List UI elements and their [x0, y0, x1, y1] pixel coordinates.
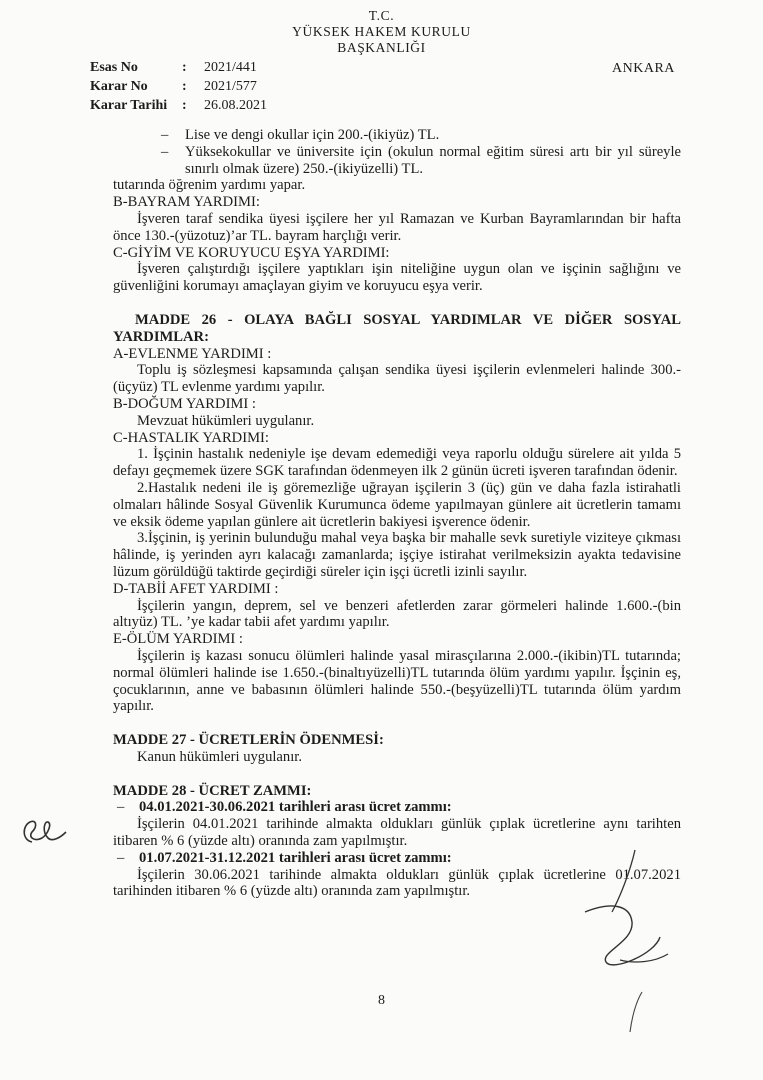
list-item [161, 144, 681, 178]
meta-value: 26.08.2021 [204, 98, 267, 113]
handwritten-initials [18, 812, 74, 848]
section-heading: D-TABİİ AFET YARDIMI : [113, 580, 279, 597]
paragraph: Mevzuat hükümleri uygulanır. [137, 412, 315, 429]
paragraph: İşçilerin yangın, deprem, sel ve benzeri afetlerden zarar görmeleri halinde 1.600.-(bin altıyüz) TL. ’ye kadar tabii afet yardımı yapılır. [113, 597, 681, 631]
place-label: ANKARA [612, 61, 675, 76]
header-tc: T.C. [368, 8, 395, 23]
article-heading: MADDE 28 - ÜCRET ZAMMI: [113, 782, 312, 799]
paragraph: tutarında öğrenim yardımı yapar. [113, 177, 306, 194]
subsection-heading-text: 01.07.2021-31.12.2021 tarihleri arası ücret zammı: [139, 849, 452, 866]
meta-value: 2021/441 [204, 60, 257, 75]
meta-row-esas [90, 58, 267, 77]
list-item-text: Yüksekokullar ve üniversite için (okulun normal eğitim süresi artı bir yıl süreyle sınırlı olmak üzere) 250.-(ikiyüzelli) TL. [185, 143, 681, 177]
paragraph: İşveren çalıştırdığı işçilere yaptıkları işin niteliğine uygun olan ve işçinin sağlığını ve güvenliğini korumayı amaçlayan giyim ve koruyucu eşya verir. [113, 261, 681, 295]
paragraph: İşveren taraf sendika üyesi işçilere her yıl Ramazan ve Kurban Bayramlarından bir hafta önce 130.-(yüzotuz)’ar TL. bayram harçlığı verir. [113, 210, 681, 244]
dash-bullet: – [117, 849, 125, 866]
meta-colon: : [182, 98, 187, 113]
paragraph: Kanun hükümleri uygulanır. [137, 748, 302, 765]
paragraph: 1. İşçinin hastalık nedeniyle işe devam edemediği veya raporlu olduğu sürelere ait yılda 5 defayı geçmemek üzere SGK tarafından ödenmeyen ilk 2 günün ücreti işveren tarafından ödenir. [113, 446, 681, 480]
section-heading: B-BAYRAM YARDIMI: [113, 194, 260, 211]
paragraph: İşçilerin iş kazası sonucu ölümleri halinde yasal mirasçılarına 2.000.-(ikibin)TL tutarında; normal ölümleri halinde ise 1.650.-(binaltıyüzelli)TL tutarında ölüm yardımı yapılır. İşçinin eş, çocuklarının, anne ve babasının ölümleri halinde 550.-(beşyüzelli)TL tutarında ölüm yardım yapılır. [113, 647, 681, 715]
subsection-heading-text: 04.01.2021-30.06.2021 tarihleri arası ücret zammı: [139, 799, 452, 816]
list-item [161, 127, 681, 144]
subsection-heading [117, 799, 681, 816]
meta-key: Esas No [90, 60, 138, 75]
header-department: BAŞKANLIĞI [337, 40, 426, 55]
meta-key: Karar No [90, 79, 148, 94]
meta-row-tarih [90, 96, 267, 115]
dash-bullet: – [117, 799, 125, 816]
paragraph: Toplu iş sözleşmesi kapsamında çalışan sendika üyesi işçilerin evlenmeleri halinde 300.-(üçyüz) TL evlenme yardımı yapılır. [113, 362, 681, 396]
paragraph: 3.İşçinin, iş yerinin bulunduğu mahal veya başka bir mahalle sevk suretiyle viziteye çıkması hâlinde, iş yerinden ayrı kalacağı zamanlarda; işçiye istirahat verilmeksizin ayakta tedavisine lüzum görüldüğü taktirde geçirdiği süreler için işçi ücretli izinli sayılır. [113, 530, 681, 580]
header-institution: YÜKSEK HAKEM KURULU [292, 24, 471, 39]
meta-row-karar [90, 77, 267, 96]
meta-colon: : [182, 60, 187, 75]
meta-key: Karar Tarihi [90, 98, 168, 113]
section-heading: C-HASTALIK YARDIMI: [113, 429, 269, 446]
paragraph: İşçilerin 30.06.2021 tarihinde almakta oldukları günlük çıplak ücretlerine 01.07.2021 tarihinden itibaren % 6 (yüzde altı) oranında zam yapılmıştır. [113, 866, 681, 900]
article-heading: MADDE 27 - ÜCRETLERİN ÖDENMESİ: [113, 732, 384, 749]
dash-bullet: – [161, 143, 169, 160]
section-heading: A-EVLENME YARDIMI : [113, 345, 272, 362]
article-heading: MADDE 26 - OLAYA BAĞLI SOSYAL YARDIMLAR VE DİĞER SOSYAL YARDIMLAR: [113, 311, 681, 345]
dash-bullet: – [161, 127, 169, 143]
list-item-text: Lise ve dengi okullar için 200.-(ikiyüz) TL. [185, 127, 440, 143]
paragraph: 2.Hastalık nedeni ile iş göremezliğe uğrayan işçilerin 3 (üç) gün ve daha fazla istirahatli olmaları hâlinde Sosyal Güvenlik Kurumunca ödeme yapılmayan günlere ait ücretlerin tamamı ve eksik ödeme yapılan günlere ait ücretlerin bakiyesi işverence ödenir. [113, 479, 681, 530]
document-body [113, 127, 681, 900]
signature [560, 842, 710, 1042]
section-heading: B-DOĞUM YARDIMI : [113, 395, 256, 412]
section-heading: C-GİYİM VE KORUYUCU EŞYA YARDIMI: [113, 244, 390, 261]
page-number: 8 [378, 993, 385, 1008]
paragraph: İşçilerin 04.01.2021 tarihinde almakta oldukları günlük çıplak ücretlerine aynı tarihten itibaren % 6 (yüzde altı) oranında zam yapılmıştır. [113, 816, 681, 850]
meta-colon: : [182, 79, 187, 94]
section-heading: E-ÖLÜM YARDIMI : [113, 631, 243, 648]
meta-value: 2021/577 [204, 79, 257, 94]
case-metadata [90, 58, 267, 115]
